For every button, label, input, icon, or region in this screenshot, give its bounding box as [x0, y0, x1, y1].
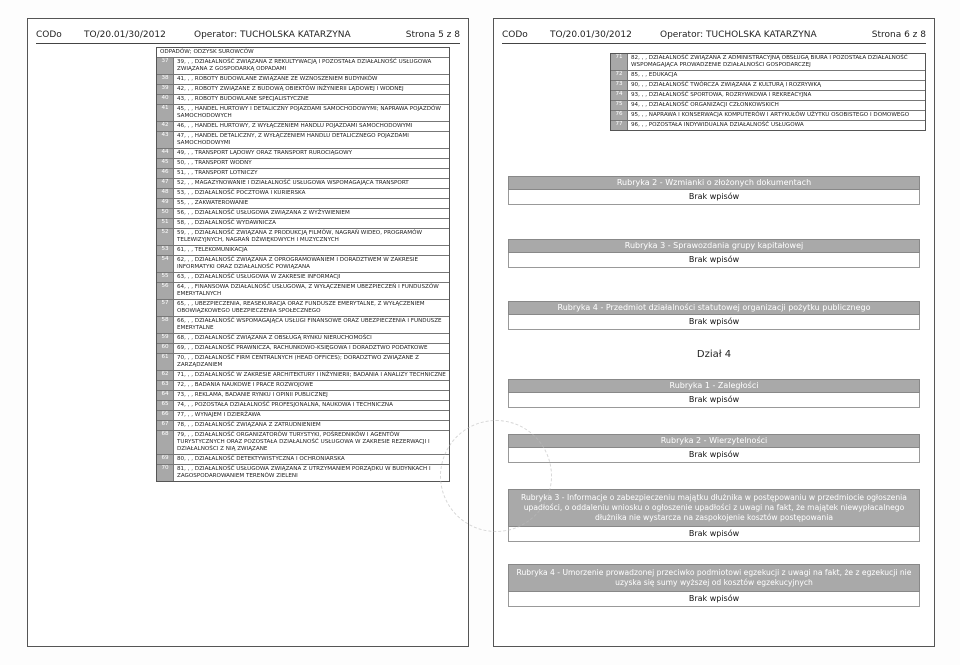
table-row [157, 158, 449, 168]
rubryka-section [508, 434, 920, 463]
row-number: 41 [157, 105, 174, 121]
row-description: 62, , , DZIAŁALNOŚĆ ZWIĄZANA Z OPROGRAMOWANIEM I DORADZTWEM W ZAKRESIE INFORMATYKI ORAZ DZIAŁALNOŚĆ POWIĄZANA [177, 257, 418, 270]
row-description: 52, , , MAGAZYNOWANIE I DZIAŁALNOŚĆ USŁUGOWA WSPOMAGAJĄCA TRANSPORT [177, 180, 409, 186]
row-description: 64, , , FINANSOWA DZIAŁALNOŚĆ USŁUGOWA, Z WYŁĄCZENIEM UBEZPIECZEŃ I FUNDUSZÓW EMERYTALNYCH [177, 284, 439, 297]
row-number: 63 [157, 381, 174, 390]
left-page [27, 18, 469, 647]
rubryka-title: Rubryka 3 - Sprawozdania grupy kapitałowej [508, 239, 920, 253]
row-number: 67 [157, 421, 174, 430]
row-description: 73, , , REKLAMA, BADANIE RYNKU I OPINII PUBLICZNEJ [177, 392, 328, 398]
row-description: 69, , , DZIAŁALNOŚĆ PRAWNICZA, RACHUNKOWO-KSIĘGOWA I DORADZTWO PODATKOWE [177, 345, 428, 351]
row-number: 45 [157, 159, 174, 168]
row-description: 61, , , TELEKOMUNIKACJA [177, 247, 248, 253]
row-number: 74 [611, 91, 628, 100]
row-number: 64 [157, 391, 174, 400]
row-number: 46 [157, 169, 174, 178]
table-row [157, 353, 449, 370]
header-codo: CODo [36, 30, 62, 40]
header-page-number: Strona 5 z 8 [405, 30, 460, 40]
table-row [611, 54, 925, 70]
table-row [157, 57, 449, 74]
row-description: 45, , , HANDEL HURTOWY I DETALICZNY POJAZDAMI SAMOCHODOWYMI; NAPRAWA POJAZDÓW SAMOCHODOWYCH [177, 106, 441, 119]
table-row [157, 420, 449, 430]
row-description: 47, , , HANDEL DETALICZNY, Z WYŁĄCZENIEM HANDLU DETALICZNEGO POJAZDAMI SAMOCHODOWYMI [177, 133, 409, 146]
empty-entry-label: Brak wpisów [508, 592, 920, 607]
rubryka-title: Rubryka 4 - Przedmiot działalności statutowej organizacji pożytku publicznego [508, 301, 920, 315]
row-description: 72, , , BADANIA NAUKOWE I PRACE ROZWOJOWE [177, 382, 314, 388]
table-row [157, 316, 449, 333]
row-number: 58 [157, 317, 174, 333]
row-description: 81, , , DZIAŁALNOŚĆ USŁUGOWA ZWIĄZANA Z UTRZYMANIEM PORZĄDKU W BUDYNKACH I ZAGOSPODAROWANIEM TERENÓW ZIELENI [177, 466, 431, 479]
header-number: TO/20.01/30/2012 [84, 30, 166, 40]
header-page-number: Strona 6 z 8 [871, 30, 926, 40]
table-row [611, 120, 925, 130]
table-row [157, 380, 449, 390]
table-row [157, 370, 449, 380]
section-heading: Dział 4 [696, 349, 732, 360]
row-number: 66 [157, 411, 174, 420]
row-description: 58, , , DZIAŁALNOŚĆ WYDAWNICZA [177, 220, 276, 226]
row-description: 46, , , HANDEL HURTOWY, Z WYŁĄCZENIEM HANDLU POJAZDAMI SAMOCHODOWYMI [177, 123, 413, 129]
row-number: 59 [157, 334, 174, 343]
table-row [157, 188, 449, 198]
row-number: 37 [157, 58, 174, 74]
row-number: 69 [157, 455, 174, 464]
table-row [157, 454, 449, 464]
table-row [157, 168, 449, 178]
right-page-header [502, 27, 926, 44]
row-description: 82, , , DZIAŁALNOŚĆ ZWIĄZANA Z ADMINISTRACYJNĄ OBSŁUGĄ BIURA I POZOSTAŁA DZIAŁALNOŚĆ WSPOMAGAJĄCA PROWADZENIE DZIAŁALNOŚCI GOSPODARCZEJ [631, 55, 908, 68]
row-description: 59, , , DZIAŁALNOŚĆ ZWIĄZANA Z PRODUKCJĄ FILMÓW, NAGRAŃ WIDEO, PROGRAMÓW TELEWIZYJNYCH, NAGRAŃ DŹWIĘKOWYCH I MUZYCZNYCH [177, 230, 423, 243]
row-description: 65, , , UBEZPIECZENIA, REASEKURACJA ORAZ FUNDUSZE EMERYTALNE, Z WYŁĄCZENIEM OBOWIĄZKOWEGO UBEZPIECZENIA SPOŁECZNEGO [177, 301, 425, 314]
table-row [157, 208, 449, 218]
empty-entry-label: Brak wpisów [508, 190, 920, 205]
row-number: 65 [157, 401, 174, 410]
row-number: 72 [611, 71, 628, 80]
row-number: 52 [157, 229, 174, 245]
row-description: 71, , , DZIAŁALNOŚĆ W ZAKRESIE ARCHITEKTURY I INŻYNIERII; BADANIA I ANALIZY TECHNICZNE [177, 372, 446, 378]
row-description: 42, , , ROBOTY ZWIĄZANE Z BUDOWĄ OBIEKTÓW INŻYNIERII LĄDOWEJ I WODNEJ [177, 86, 404, 92]
rubryka-section [508, 239, 920, 268]
rubryka-title: Rubryka 1 - Zaległości [508, 379, 920, 393]
row-number: 60 [157, 344, 174, 353]
row-description: 90, , , DZIAŁALNOŚĆ TWÓRCZA ZWIĄZANA Z KULTURĄ I ROZRYWKĄ [631, 82, 821, 88]
table-row [157, 74, 449, 84]
row-number: 44 [157, 149, 174, 158]
row-description: 49, , , TRANSPORT LĄDOWY ORAZ TRANSPORT RUROCIĄGOWY [177, 150, 353, 156]
row-number: 71 [611, 54, 628, 70]
table-row [157, 84, 449, 94]
empty-entry-label: Brak wpisów [508, 253, 920, 268]
row-description: 93, , , DZIAŁALNOŚĆ SPORTOWA, ROZRYWKOWA I REKREACYJNA [631, 92, 812, 98]
table-row [157, 178, 449, 188]
row-description: 55, , , ZAKWATEROWANIE [177, 200, 249, 206]
row-number: 62 [157, 371, 174, 380]
row-description: 74, , , POZOSTAŁA DZIAŁALNOŚĆ PROFESJONALNA, NAUKOWA I TECHNICZNA [177, 402, 393, 408]
row-number: 49 [157, 199, 174, 208]
table-row [157, 48, 449, 57]
row-number: 43 [157, 132, 174, 148]
row-number: 56 [157, 283, 174, 299]
table-row [157, 245, 449, 255]
row-description: 85, , , EDUKACJA [631, 72, 678, 78]
table-row [157, 343, 449, 353]
table-row [611, 90, 925, 100]
row-description: 53, , , DZIAŁALNOŚĆ POCZTOWA I KURIERSKA [177, 190, 306, 196]
row-number: 61 [157, 354, 174, 370]
table-row [157, 282, 449, 299]
row-number: 76 [611, 111, 628, 120]
row-description: 50, , , TRANSPORT WODNY [177, 160, 252, 166]
row-description: 68, , , DZIAŁALNOŚĆ ZWIĄZANA Z OBSŁUGĄ RYNKU NIERUCHOMOŚCI [177, 335, 372, 341]
left-page-header [36, 27, 460, 44]
table-row [157, 121, 449, 131]
table-row [157, 148, 449, 158]
empty-entry-label: Brak wpisów [508, 448, 920, 463]
table-row [157, 299, 449, 316]
table-row [611, 80, 925, 90]
row-number: 42 [157, 122, 174, 131]
row-number: 70 [157, 465, 174, 481]
rubryka-title: Rubryka 3 - Informacje o zabezpieczeniu majątku dłużnika w postępowaniu w przedmiocie ogłoszenia upadłości, o oddaleniu wniosku o ogłoszenie upadłości z uwagi na fakt, że majątek niewypłacalnego dłużnika nie wystarcza na zaspokojenie kosztów postępowania [508, 489, 920, 527]
row-description: 94, , , DZIAŁALNOŚĆ ORGANIZACJI CZŁONKOWSKICH [631, 102, 779, 108]
row-number: 40 [157, 95, 174, 104]
empty-entry-label: Brak wpisów [508, 527, 920, 542]
row-description: 70, , , DZIAŁALNOŚĆ FIRM CENTRALNYCH (HEAD OFFICES); DORADZTWO ZWIĄZANE Z ZARZĄDZANIEM [177, 355, 419, 368]
table-row [157, 400, 449, 410]
table-row [157, 131, 449, 148]
row-number: 48 [157, 189, 174, 198]
empty-entry-label: Brak wpisów [508, 393, 920, 408]
row-number: 54 [157, 256, 174, 272]
table-row [157, 464, 449, 481]
table-row [157, 94, 449, 104]
pkd-activity-table [610, 53, 926, 131]
row-description: 43, , , ROBOTY BUDOWLANE SPECJALISTYCZNE [177, 96, 309, 102]
row-description: 80, , , DZIAŁALNOŚĆ DETEKTYWISTYCZNA I OCHRONIARSKA [177, 456, 345, 462]
row-description: 51, , , TRANSPORT LOTNICZY [177, 170, 258, 176]
table-row [157, 272, 449, 282]
header-operator: Operator: TUCHOLSKA KATARZYNA [194, 30, 351, 40]
rubryka-section [508, 176, 920, 205]
row-number: 39 [157, 85, 174, 94]
stamp-mark [440, 420, 552, 532]
row-number: 75 [611, 101, 628, 110]
pkd-activity-table [156, 47, 450, 482]
row-number: 47 [157, 179, 174, 188]
row-description: 78, , , DZIAŁALNOŚĆ ZWIĄZANA Z ZATRUDNIENIEM [177, 422, 321, 428]
right-page [493, 18, 935, 647]
empty-entry-label: Brak wpisów [508, 315, 920, 330]
rubryka-section [508, 301, 920, 330]
row-number: 68 [157, 431, 174, 454]
row-description: 96, , , POZOSTAŁA INDYWIDUALNA DZIAŁALNOŚĆ USŁUGOWA [631, 122, 804, 128]
rubryka-section [508, 489, 920, 542]
header-number: TO/20.01/30/2012 [550, 30, 632, 40]
row-number: 77 [611, 121, 628, 130]
table-row [611, 100, 925, 110]
row-description: 41, , , ROBOTY BUDOWLANE ZWIĄZANE ZE WZNOSZENIEM BUDYNKÓW [177, 76, 378, 82]
rubryka-section [508, 379, 920, 408]
row-number: 55 [157, 273, 174, 282]
table-row [157, 410, 449, 420]
row-number: 57 [157, 300, 174, 316]
rubryka-section [508, 564, 920, 607]
row-number: 50 [157, 209, 174, 218]
row-description: 39, , , DZIAŁALNOŚĆ ZWIĄZANA Z REKULTYWACJĄ I POZOSTAŁA DZIAŁALNOŚĆ USŁUGOWA ZWIĄZANA Z GOSPODARKĄ ODPADAMI [177, 59, 432, 72]
table-row [157, 390, 449, 400]
table-row [157, 430, 449, 454]
row-description: 79, , , DZIAŁALNOŚĆ ORGANIZATORÓW TURYSTYKI, POŚREDNIKÓW I AGENTÓW TURYSTYCZNYCH ORAZ POZOSTAŁA DZIAŁALNOŚĆ USŁUGOWA W ZAKRESIE REZERWACJI I DZIAŁALNOŚCI Z NIĄ ZWIĄZANE [177, 432, 430, 452]
rubryka-title: Rubryka 4 - Umorzenie prowadzonej przeciwko podmiotowi egzekucji z uwagi na fakt, że z egzekucji nie uzyska się sumy wyższej od kosztów egzekucyjnych [508, 564, 920, 592]
row-number: 51 [157, 219, 174, 228]
table-row [157, 198, 449, 208]
continuation-text: ODPADÓW; ODZYSK SUROWCÓW [160, 49, 254, 55]
table-row [157, 333, 449, 343]
table-row [157, 228, 449, 245]
row-description: 63, , , DZIAŁALNOŚĆ USŁUGOWA W ZAKRESIE INFORMACJI [177, 274, 341, 280]
row-number: 53 [157, 246, 174, 255]
table-row [157, 218, 449, 228]
row-description: 95, , , NAPRAWA I KONSERWACJA KOMPUTERÓW I ARTYKUŁÓW UŻYTKU OSOBISTEGO I DOMOWEGO [631, 112, 910, 118]
table-row [611, 70, 925, 80]
header-operator: Operator: TUCHOLSKA KATARZYNA [660, 30, 817, 40]
row-description: 56, , , DZIAŁALNOŚĆ USŁUGOWA ZWIĄZANA Z WYŻYWIENIEM [177, 210, 350, 216]
row-description: 66, , , DZIAŁALNOŚĆ WSPOMAGAJĄCA USŁUGI FINANSOWE ORAZ UBEZPIECZENIA I FUNDUSZE EMERYTALNE [177, 318, 442, 331]
table-row [157, 255, 449, 272]
rubryka-title: Rubryka 2 - Wzmianki o złożonych dokumentach [508, 176, 920, 190]
row-description: 77, , , WYNAJEM I DZIERŻAWA [177, 412, 261, 418]
table-row [157, 104, 449, 121]
row-number: 38 [157, 75, 174, 84]
header-codo: CODo [502, 30, 528, 40]
row-number: 73 [611, 81, 628, 90]
table-row [611, 110, 925, 120]
rubryka-title: Rubryka 2 - Wierzytelności [508, 434, 920, 448]
